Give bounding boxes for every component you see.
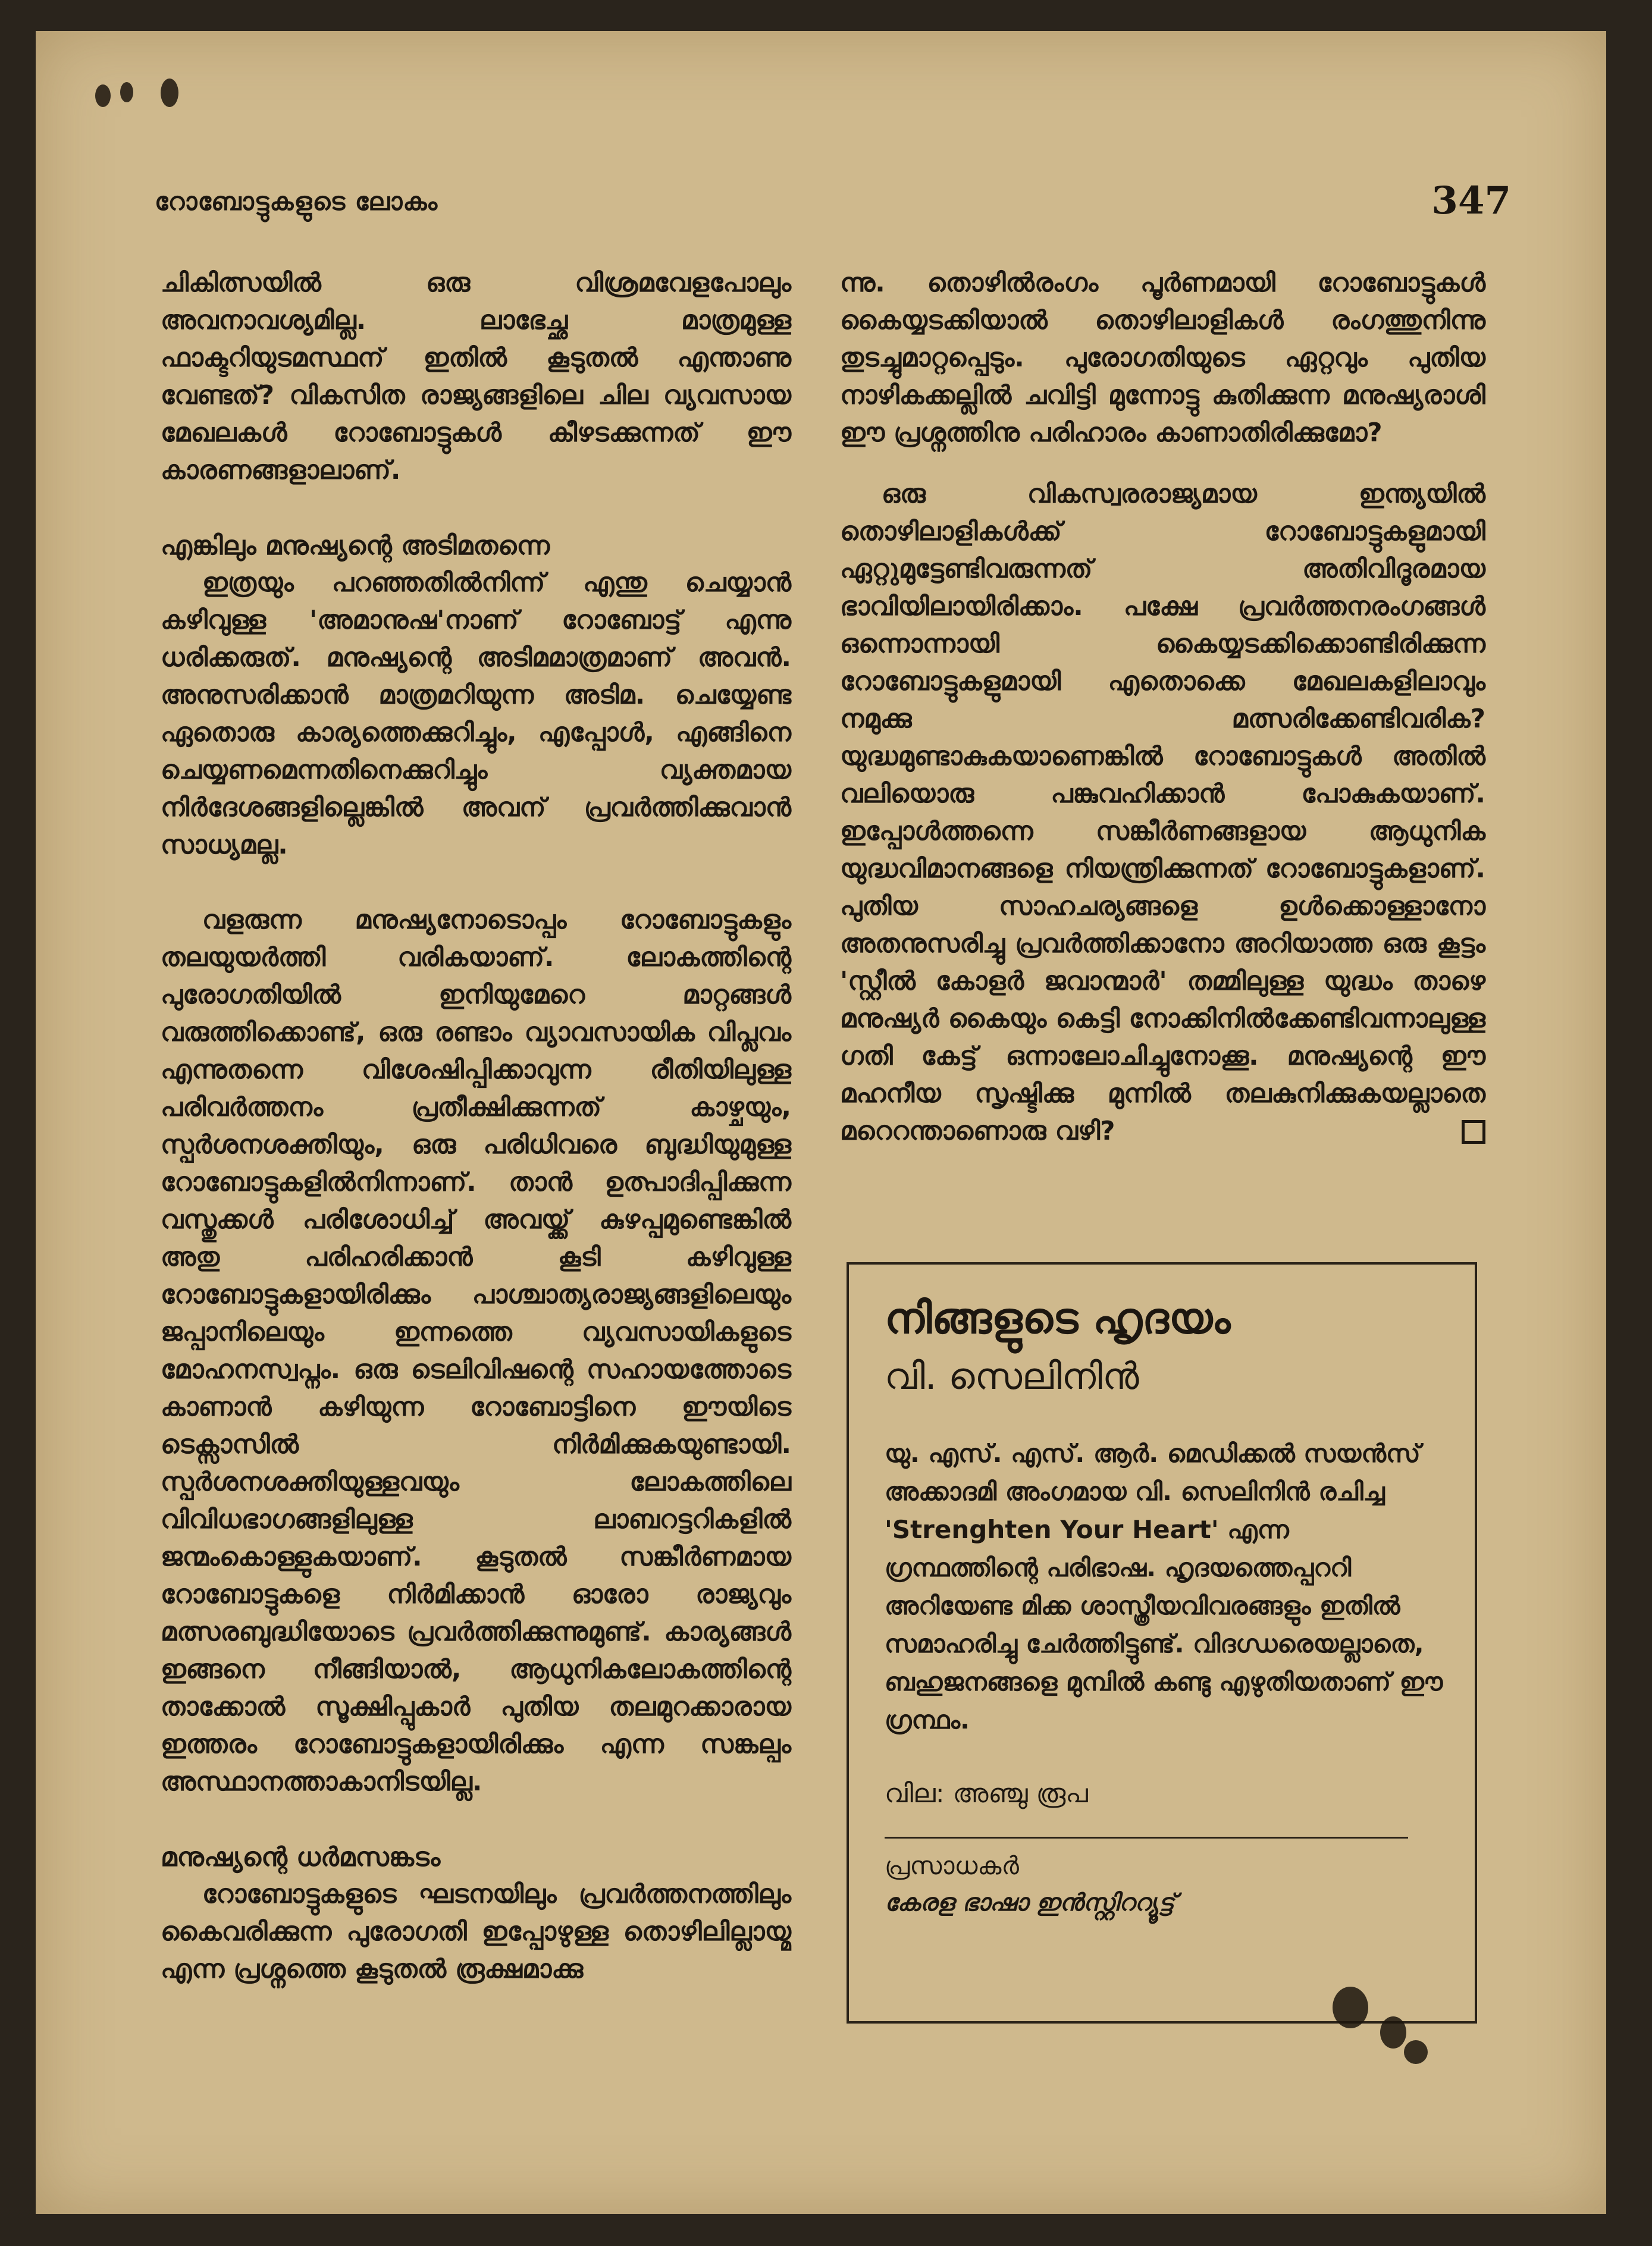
left-column [161, 265, 791, 1988]
right-paragraph-2 [840, 476, 1485, 1150]
ad-price: വില: അഞ്ചു രൂപ [885, 1778, 1088, 1809]
page-number: 347 [1431, 178, 1511, 223]
right-column [840, 265, 1485, 1150]
running-title: റോബോട്ടുകളുടെ ലോകം [155, 187, 438, 216]
section-heading: മനുഷ്യന്റെ ധർമസങ്കടം [161, 1842, 441, 1872]
ink-smudge [1380, 2016, 1406, 2049]
ad-book-title: നിങ്ങളുടെ ഹൃദയം [885, 1293, 1231, 1343]
left-paragraph-4: റോബോട്ടുകളുടെ ഘടനയിലും പ്രവർത്തനത്തിലും കൈവരിക്കുന്ന പുരോഗതി ഇപ്പോഴുള്ള തൊഴിലില്ലായ്മ എന്ന പ്രശ്നത്തെ കൂടുതൽ രൂക്ഷമാക്കു [161, 1880, 791, 1984]
right-paragraph-2-text: ഒരു വികസ്വരരാജ്യമായ ഇന്ത്യയിൽ തൊഴിലാളികൾക്ക് റോബോട്ടുകളുമായി ഏറ്റുമുട്ടേണ്ടിവരുന്നത് അതിവിദൂരമായ ഭാവിയിലായിരിക്കാം. പക്ഷേ പ്രവർത്തനരംഗങ്ങൾ ഒന്നൊന്നായി കൈയ്യടക്കിക്കൊണ്ടിരിക്കുന്ന റോബോട്ടുകളുമായി എതൊക്കെ മേഖലകളിലാവും നമുക്കു മത്സരിക്കേണ്ടിവരിക? യുദ്ധമുണ്ടാകുകയാണെങ്കിൽ റോബോട്ടുകൾ അതിൽ വലിയൊരു പങ്കുവഹിക്കാൻ പോകുകയാണ്. ഇപ്പോൾത്തന്നെ സങ്കീർണങ്ങളായ ആധുനിക യുദ്ധവിമാനങ്ങളെ നിയന്ത്രിക്കുന്നത് റോബോട്ടുകളാണ്. പുതിയ സാഹചര്യങ്ങളെ ഉൾക്കൊള്ളാനോ അതനുസരിച്ചു പ്രവർത്തിക്കാനോ അറിയാത്ത ഒരു കൂട്ടം 'സ്റ്റീൽ കോളർ ജവാന്മാർ' തമ്മിലുള്ള യുദ്ധം താഴെ മനുഷ്യർ കൈയും കെട്ടി നോക്കിനിൽക്കേണ്ടിവന്നാലുള്ള ഗതി കേട്ട് ഒന്നാലോചിച്ചുനോക്കൂ. മനുഷ്യന്റെ ഈ മഹനീയ സൃഷ്ടിക്കു മുന്നിൽ തലകുനിക്കുകയല്ലാതെ മറെറന്താണൊരു വഴി? [840, 479, 1485, 1146]
ad-publisher-label: പ്രസാധകർ [885, 1851, 1019, 1880]
ink-smudge [120, 82, 133, 102]
book-advertisement [847, 1262, 1477, 2024]
left-paragraph-2: ഇത്രയും പറഞ്ഞതിൽനിന്ന് എന്തു ചെയ്യാൻ കഴിവുള്ള 'അമാനുഷ'നാണ് റോബോട്ട് എന്നു ധരിക്കരുത്. മനുഷ്യന്റെ അടിമമാത്രമാണ് അവൻ. അനുസരിക്കാൻ മാത്രമറിയുന്ന അടിമ. ചെയ്യേണ്ട ഏതൊരു കാര്യത്തെക്കുറിച്ചും, എപ്പോൾ, എങ്ങിനെ ചെയ്യണമെന്നതിനെക്കുറിച്ചും വ്യക്തമായ നിർദേശങ്ങളില്ലെങ്കിൽ അവന് പ്രവർത്തിക്കുവാൻ സാധ്യമല്ല. [161, 568, 791, 860]
end-of-article-icon [1462, 1120, 1485, 1144]
ad-description: യു. എസ്. എസ്. ആർ. മെഡിക്കൽ സയൻസ് അക്കാദമി അംഗമായ വി. സെലിനിൻ രചിച്ച 'Strenghten Your Heart' എന്ന ഗ്രന്ഥത്തിന്റെ പരിഭാഷ. ഹൃദയത്തെപ്പററി അറിയേണ്ട മിക്ക ശാസ്ത്രീയവിവരങ്ങളും ഇതിൽ സമാഹരിച്ചു ചേർത്തിട്ടുണ്ട്. വിദഗ്ധരെയല്ലാതെ, ബഹുജനങ്ങളെ മുമ്പിൽ കണ്ടു എഴുതിയതാണ് ഈ ഗ്രന്ഥം. [885, 1439, 1443, 1734]
page-header [137, 178, 1511, 232]
section-heading: എങ്കിലും മനുഷ്യന്റെ അടിമതന്നെ [161, 531, 550, 561]
left-paragraph-3: വളരുന്ന മനുഷ്യനോടൊപ്പം റോബോട്ടുകളും തലയുയർത്തി വരികയാണ്. ലോകത്തിന്റെ പുരോഗതിയിൽ ഇനിയുമേറെ മാറ്റങ്ങൾ വരുത്തിക്കൊണ്ട്, ഒരു രണ്ടാം വ്യാവസായിക വിപ്ലവം എന്നുതന്നെ വിശേഷിപ്പിക്കാവുന്ന രീതിയിലുള്ള പരിവർത്തനം പ്രതീക്ഷിക്കുന്നത് കാഴ്ചയും, സ്പർശനശക്തിയും, ഒരു പരിധിവരെ ബുദ്ധിയുമുള്ള റോബോട്ടുകളിൽനിന്നാണ്. താൻ ഉത്പാദിപ്പിക്കുന്ന വസ്തുക്കൾ പരിശോധിച്ച് അവയ്ക്ക് കുഴപ്പമുണ്ടെങ്കിൽ അതു പരിഹരിക്കാൻ കൂടി കഴിവുള്ള റോബോട്ടുകളായിരിക്കും പാശ്ചാത്യരാജ്യങ്ങളിലെയും ജപ്പാനിലെയും ഇന്നത്തെ വ്യവസായികളുടെ മോഹനസ്വപ്നം. ഒരു ടെലിവിഷന്റെ സഹായത്തോടെ കാണാൻ കഴിയുന്ന റോബോട്ടിനെ ഈയിടെ ടെക്സാസിൽ നിർമിക്കുകയുണ്ടായി. സ്പർശനശക്തിയുള്ളവയും ലോകത്തിലെ വിവിധഭാഗങ്ങളിലുള്ള ലാബറട്ടറികളിൽ ജന്മംകൊള്ളുകയാണ്. കൂടുതൽ സങ്കീർണമായ റോബോട്ടുകളെ നിർമിക്കാൻ ഓരോ രാജ്യവും മത്സരബുദ്ധിയോടെ പ്രവർത്തിക്കുന്നുമുണ്ട്. കാര്യങ്ങൾ ഇങ്ങനെ നീങ്ങിയാൽ, ആധുനികലോകത്തിന്റെ താക്കോൽ സൂക്ഷിപ്പുകാർ പുതിയ തലമുറക്കാരായ ഇത്തരം റോബോട്ടുകളായിരിക്കും എന്ന സങ്കല്പം അസ്ഥാനത്താകാനിടയില്ല. [161, 905, 791, 1797]
ink-smudge [161, 79, 178, 107]
right-paragraph-1: ന്നു. തൊഴിൽരംഗം പൂർണമായി റോബോട്ടുകൾ കൈയ്യടക്കിയാൽ തൊഴിലാളികൾ രംഗത്തുനിന്നു തുടച്ചുമാറ്റപ്പെടും. പുരോഗതിയുടെ ഏറ്റവും പുതിയ നാഴികക്കല്ലിൽ ചവിട്ടി മുന്നോട്ടു കുതിക്കുന്ന മനുഷ്യരാശി ഈ പ്രശ്നത്തിനു പരിഹാരം കാണാതിരിക്കുമോ? [840, 268, 1485, 448]
divider [885, 1837, 1408, 1839]
ad-publisher: കേരള ഭാഷാ ഇൻസ്റ്റിററ്യൂട്ട് [885, 1889, 1175, 1916]
ink-smudge [95, 84, 111, 107]
ink-smudge [1404, 2040, 1428, 2064]
left-paragraph-1: ചികിത്സയിൽ ഒരു വിശ്രമവേളപോലും അവനാവശ്യമില്ല. ലാഭേച്ഛ മാത്രമുള്ള ഫാക്ടറിയുടമസ്ഥന് ഇതിൽ കൂടുതൽ എന്താണു വേണ്ടത്? വികസിത രാജ്യങ്ങളിലെ ചില വ്യവസായ മേഖലകൾ റോബോട്ടുകൾ കീഴടക്കുന്നത് ഈ കാരണങ്ങളാലാണ്. [161, 268, 791, 485]
ad-author: വി. സെലിനിൻ [885, 1354, 1139, 1398]
ink-smudge [1333, 1987, 1368, 2028]
